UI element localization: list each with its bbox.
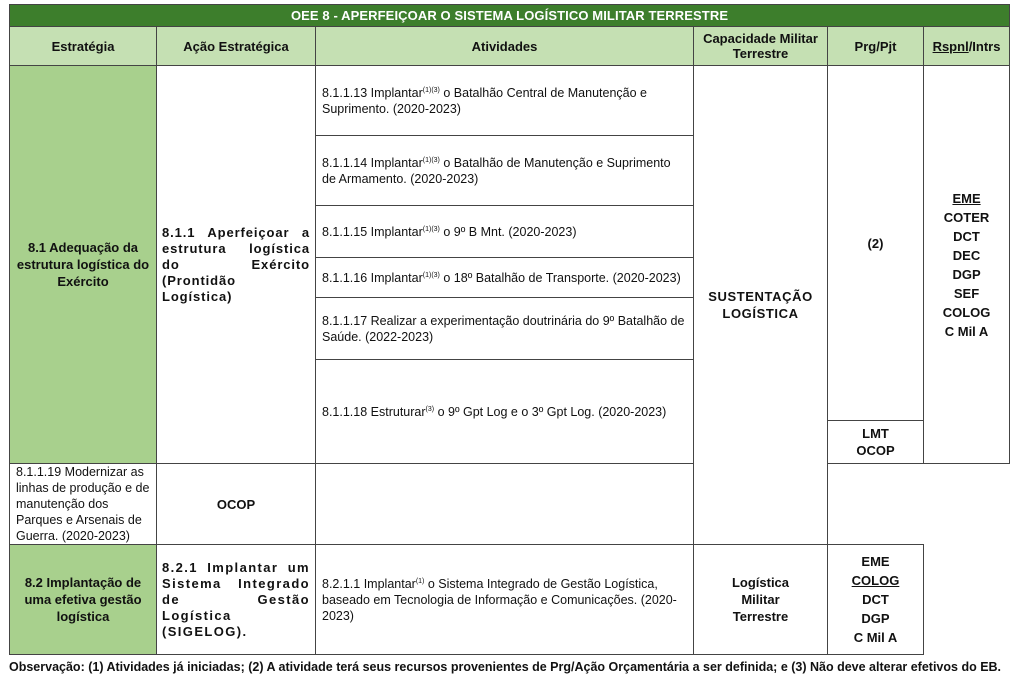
resp-item: C Mil A bbox=[853, 630, 898, 645]
responsible-list-8-1 bbox=[924, 66, 1010, 464]
oee8-table bbox=[9, 4, 1010, 655]
responsible-list-8-2 bbox=[828, 545, 924, 655]
table-title: OEE 8 - APERFEIÇOAR O SISTEMA LOGÍSTICO MILITAR TERRESTRE bbox=[10, 5, 1010, 27]
resp-item: SEF bbox=[953, 285, 980, 301]
header-estrategia: Estratégia bbox=[10, 27, 157, 66]
resp-item: COLOG bbox=[851, 573, 900, 588]
activity-8-1-1-14: 8.1.1.14 Implantar$^{(1)(3)}$ o Batalhão de Manutenção e Suprimento de Armamento. (2020-2023) bbox=[316, 136, 694, 206]
activity-8-1-1-13: 8.1.1.13 Implantar$^{(1)(3)}$ o Batalhão Central de Manutenção e Suprimento. (2020-2023) bbox=[316, 66, 694, 136]
activity-8-1-1-15: 8.1.1.15 Implantar$^{(1)(3)}$ o 9º B Mnt. (2020-2023) bbox=[316, 206, 694, 258]
prg-militar: Militar bbox=[741, 592, 780, 607]
prg-cell-logistica bbox=[694, 545, 828, 655]
resp-item: DGP bbox=[861, 611, 890, 626]
strategy-8-2: 8.2 Implantação de uma efetiva gestão logística bbox=[10, 545, 157, 655]
activity-8-1-1-18: 8.1.1.18 Estruturar$^{(3)}$ o 9º Gpt Log e o 3º Gpt Log. (2020-2023) bbox=[316, 360, 694, 464]
prg-cell-2: (2) bbox=[828, 66, 924, 421]
action-8-2-1: 8.2.1 Implantar um Sistema Integrado de Gestão Logística (SIGELOG). bbox=[157, 545, 316, 655]
header-intrs: /Intrs bbox=[968, 38, 1001, 54]
activity-8-1-1-17: 8.1.1.17 Realizar a experimentação doutrinária do 9º Batalhão de Saúde. (2022-2023) bbox=[316, 298, 694, 360]
resp-item: DCT bbox=[862, 592, 889, 607]
resp-item: EME bbox=[861, 554, 890, 569]
prg-lmt: LMT bbox=[862, 426, 889, 441]
resp-item: EME bbox=[952, 190, 981, 206]
header-atividades: Atividades bbox=[316, 27, 694, 66]
resp-item: COTER bbox=[943, 209, 990, 225]
resp-item: DCT bbox=[953, 228, 980, 244]
resp-item: COLOG bbox=[942, 304, 991, 320]
prg-logistica: Logística bbox=[731, 575, 790, 590]
activity-8-1-1-16: 8.1.1.16 Implantar$^{(1)(3)}$ o 18º Batalhão de Transporte. (2020-2023) bbox=[316, 258, 694, 298]
header-rspnl: Rspnl bbox=[932, 38, 969, 54]
prg-ocop: OCOP bbox=[856, 443, 895, 458]
header-acao-estrategica: Ação Estratégica bbox=[157, 27, 316, 66]
prg-cell-ocop: OCOP bbox=[157, 464, 316, 545]
prg-terrestre: Terrestre bbox=[732, 609, 789, 624]
activity-8-1-1-19: 8.1.1.19 Modernizar as linhas de produção e de manutenção dos Parques e Arsenais de Guerra. (2020-2023) bbox=[10, 464, 157, 545]
header-capacidade: Capacidade Militar Terrestre bbox=[694, 27, 828, 66]
resp-item: DGP bbox=[952, 266, 981, 282]
observation-note: Observação: (1) Atividades já iniciadas; (2) A atividade terá seus recursos provenientes de Prg/Ação Orçamentária a ser definida; e (3) Não deve alterar efetivos do EB. bbox=[9, 660, 1002, 674]
resp-item: C Mil A bbox=[944, 323, 989, 339]
header-prg-pjt: Prg/Pjt bbox=[828, 27, 924, 66]
resp-item: DEC bbox=[952, 247, 981, 263]
header-rspnl-intrs bbox=[924, 27, 1010, 66]
capacity-sustentacao-logistica: SUSTENTAÇÃO LOGÍSTICA bbox=[694, 66, 828, 545]
action-8-1-1: 8.1.1 Aperfeiçoar a estrutura logística do Exército (Prontidão Logística) bbox=[157, 66, 316, 464]
strategy-8-1: 8.1 Adequação da estrutura logística do Exército bbox=[10, 66, 157, 464]
activity-8-2-1-1: 8.2.1.1 Implantar$^{(1)}$ o Sistema Integrado de Gestão Logística, baseado em Tecnologia de Informação e Comunicações. (2020-2023) bbox=[316, 545, 694, 655]
oee8-document bbox=[9, 4, 1009, 655]
prg-cell-lmt-ocop bbox=[828, 421, 924, 464]
